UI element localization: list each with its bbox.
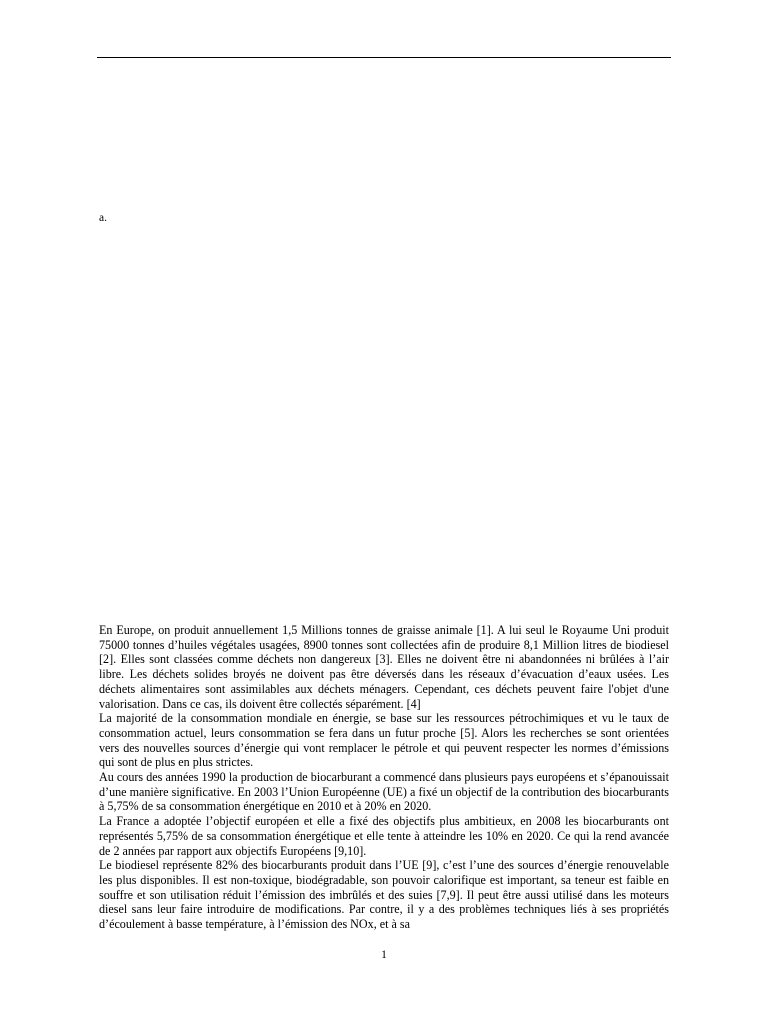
page-number: 1: [381, 949, 387, 961]
paragraph-3: Au cours des années 1990 la production de biocarburant a commencé dans plusieurs pays européens et s’épanouissait d’une manière significative. En 2003 l’Union Européenne (UE) a fixé un objectif de la contribution des biocarburants à 5,75% de sa consommation énergétique en 2010 et à 20% en 2020.: [99, 770, 669, 814]
list-marker: a.: [99, 212, 107, 224]
body-text: [99, 623, 669, 932]
header-rule: [97, 57, 671, 58]
paragraph-4: La France a adoptée l’objectif européen et elle a fixé des objectifs plus ambitieux, en 2008 les biocarburants ont représentés 5,75% de sa consommation énergétique et elle tente à atteindre les 10% en 2020. Ce qui la rend avancée de 2 années par rapport aux objectifs Européens [9,10].: [99, 814, 669, 858]
paragraph-5: Le biodiesel représente 82% des biocarburants produit dans l’UE [9], c’est l’une des sources d’énergie renouvelable les plus disponibles. Il est non-toxique, biodégradable, son pouvoir calorifique est important, sa teneur est faible en souffre et son utilisation réduit l’émission des imbrûlés et des suies [7,9]. Il peut être aussi utilisé dans les moteurs diesel sans leur faire introduire de modifications. Par contre, il y a des problèmes techniques liés à ses propriétés d’écoulement à basse température, à l’émission des NOx, et à sa: [99, 858, 669, 932]
paragraph-1: En Europe, on produit annuellement 1,5 Millions tonnes de graisse animale [1]. A lui seul le Royaume Uni produit 75000 tonnes d’huiles végétales usagées, 8900 tonnes sont collectées afin de produire 8,1 Million litres de biodiesel [2]. Elles sont classées comme déchets non dangereux [3]. Elles ne doivent être ni abandonnées ni brûlées à l’air libre. Les déchets solides broyés ne doivent pas être déversés dans les réseaux d’évacuation d’eaux usées. Les déchets alimentaires sont assimilables aux déchets ménagers. Cependant, ces déchets peuvent faire l'objet d'une valorisation. Dans ce cas, ils doivent être collectés séparément. [4]: [99, 623, 669, 711]
paragraph-2: La majorité de la consommation mondiale en énergie, se base sur les ressources pétrochimiques et vu le taux de consommation actuel, leurs consommation se fera dans un futur proche [5]. Alors les recherches se sont orientées vers des nouvelles sources d’énergie qui vont remplacer le pétrole et qui peuvent respecter les normes d’émissions qui sont de plus en plus strictes.: [99, 711, 669, 770]
